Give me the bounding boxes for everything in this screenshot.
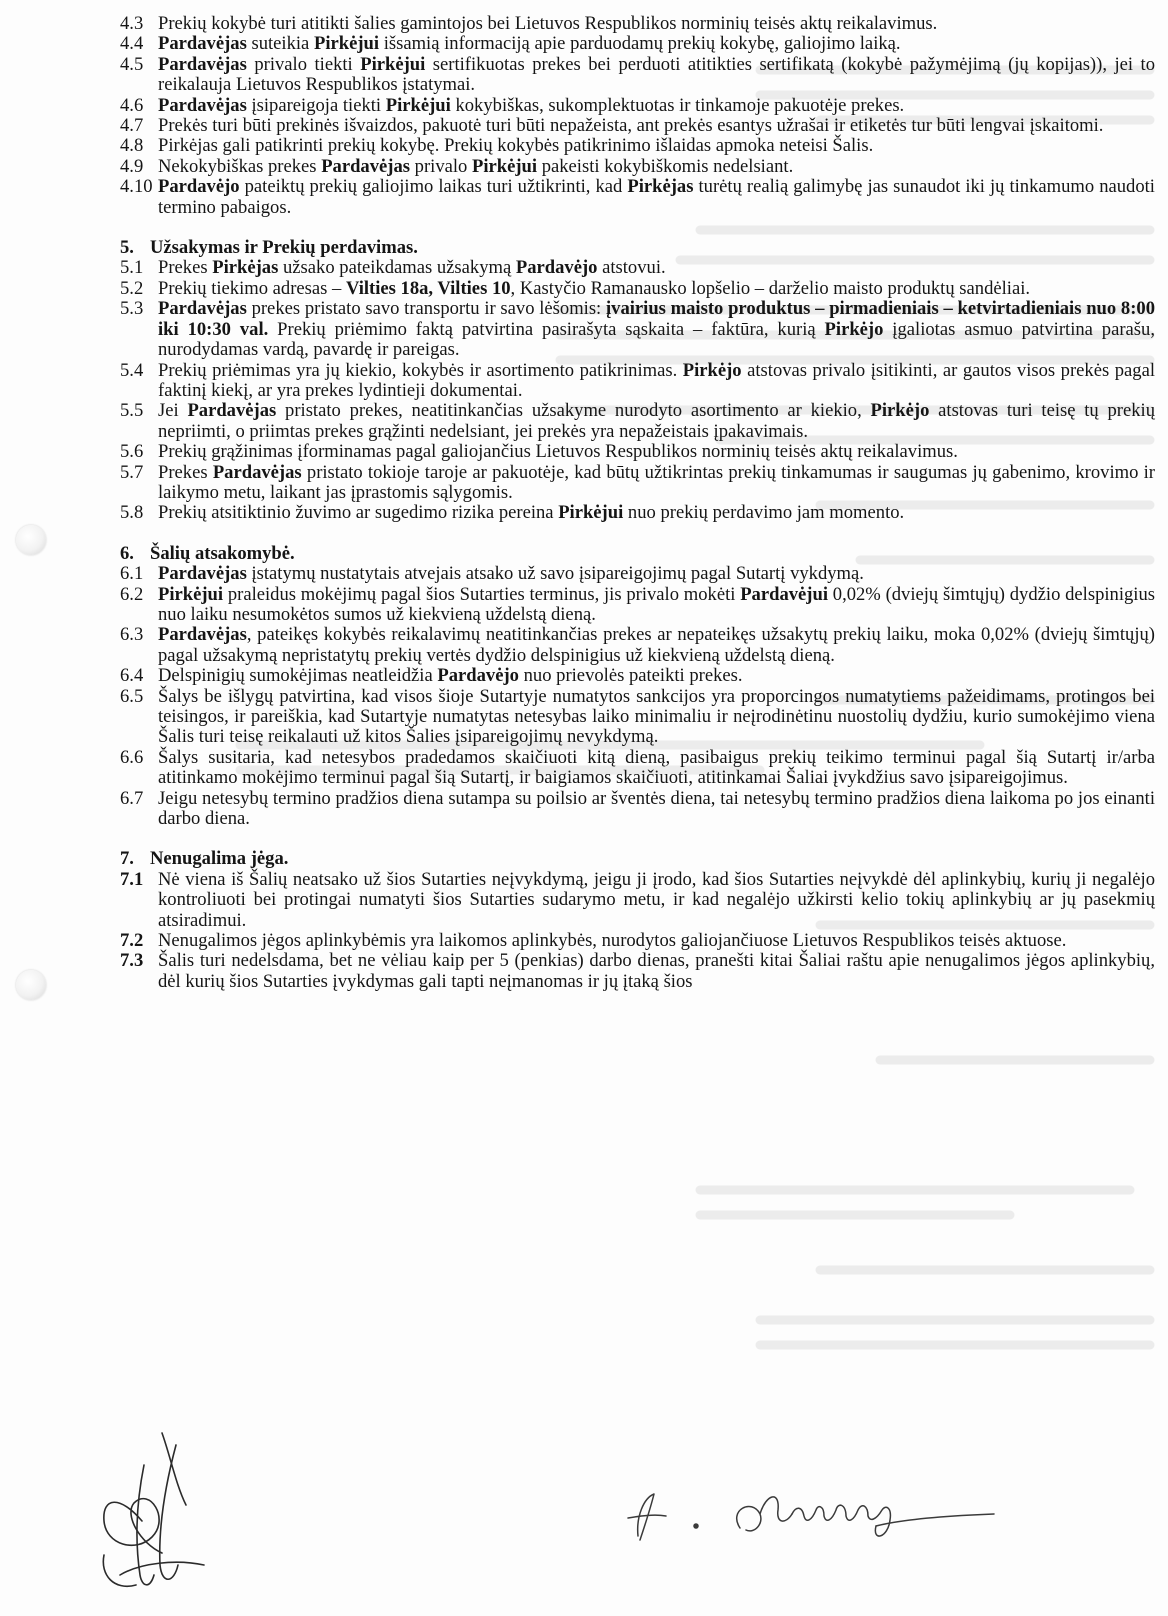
clause-text: Pardavėjas suteikia Pirkėjui išsamią informaciją apie parduodamų prekių kokybę, galiojimo laiką. [158, 33, 901, 55]
section-number: 5. [120, 237, 134, 259]
section-title: Nenugalima jėga. [150, 848, 289, 870]
clause-text: Pardavėjo pateiktų prekių galiojimo laikas turi užtikrinti, kad Pirkėjas turėtų realią galimybę jas sunaudot iki jų tinkamumo naudoti termino pabaigos. [158, 176, 1155, 218]
clause-number: 4.5 [120, 53, 144, 75]
clause-number: 4.4 [120, 33, 144, 55]
clause-text: Nenugalimos jėgos aplinkybėmis yra laikomos aplinkybės, nurodytos galiojančiuose Lietuvos Respublikos teisės aktuose. [158, 930, 1067, 952]
punch-hole-top [16, 525, 46, 555]
clause-text: Delspinigių sumokėjimas neatleidžia Pardavėjo nuo prievolės pateikti prekes. [158, 665, 743, 687]
section-number: 6. [120, 542, 134, 564]
clause-text: Prekių priėmimas yra jų kiekio, kokybės ir asortimento patikrinimas. Pirkėjo atstovas privalo įsitikinti, ar gautos visos prekės pagal faktinį kiekį, ar yra prekes lydintieji dokumentai. [158, 359, 1155, 401]
clause-4-7 [120, 116, 1155, 136]
clause-number: 4.3 [120, 13, 144, 34]
clause-number: 6.5 [120, 685, 144, 707]
document-body [120, 14, 1155, 992]
section-title: Užsakymas ir Prekių perdavimas. [150, 237, 418, 259]
clause-text: Prekės turi būti prekinės išvaizdos, pakuotė turi būti nepažeista, ant prekės esantys užrašai ir etiketės tur būti lengvai įskaitomi. [158, 115, 1104, 137]
section-4-list [120, 14, 1155, 218]
clause-6-7 [120, 789, 1155, 830]
clause-4-9 [120, 157, 1155, 177]
clause-number: 5.6 [120, 441, 144, 463]
punch-hole-bottom [16, 970, 46, 1000]
clause-text: Pirkėjui praleidus mokėjimų pagal šios Sutarties terminus, jis privalo mokėti Pardavėjui 0,02% (dviejų šimtųjų) dydžio delspinigius nuo laiku nesumokėtos sumos už kiekvieną uždelstą dieną. [158, 583, 1156, 625]
clause-text: Prekes Pirkėjas užsako pateikdamas užsakymą Pardavėjo atstovui. [158, 257, 666, 279]
clause-number: 6.4 [120, 665, 144, 687]
clause-5-7 [120, 463, 1155, 504]
section-6-list [120, 564, 1155, 829]
signature-right [610, 1480, 1000, 1560]
clause-6-3 [120, 625, 1155, 666]
clause-6-1 [120, 564, 1155, 584]
clause-text: Nė viena iš Šalių neatsako už šios Sutarties neįvykdymą, jeigu ji įrodo, kad šios Sutarties neįvykdė dėl aplinkybių, kurių ji negalėjo kontroliuoti bei protingai numatyti šios Sutarties sudarymo metu, ir kad negalėjo užkirsti kelio tokių aplinkybių ar jų pasekmių atsiradimui. [158, 868, 1155, 931]
clause-text: Prekes Pardavėjas pristato tokioje taroje ar pakuotėje, kad būtų užtikrintas prekių tinkamumas ir saugumas jų gabenimo, krovimo ir laikymo metu, laikant jas įprastomis sąlygomis. [158, 461, 1155, 503]
clause-7-3 [120, 951, 1155, 992]
clause-5-8 [120, 503, 1155, 523]
clause-number: 4.8 [120, 135, 144, 157]
clause-text: Pardavėjas įstatymų nustatytais atvejais atsako už savo įsipareigojimų pagal Sutartį vykdymą. [158, 563, 864, 585]
clause-4-6 [120, 96, 1155, 116]
clause-5-6 [120, 442, 1155, 462]
clause-number: 7.2 [120, 930, 144, 952]
clause-4-8 [120, 136, 1155, 156]
clause-number: 4.10 [120, 176, 153, 198]
section-5-list [120, 258, 1155, 523]
clause-number: 5.3 [120, 298, 144, 320]
clause-number: 4.7 [120, 115, 144, 137]
clause-number: 7.1 [120, 868, 144, 890]
clause-number: 6.6 [120, 746, 144, 768]
clause-number: 7.3 [120, 950, 144, 972]
clause-7-1 [120, 870, 1155, 931]
clause-4-3 [120, 14, 1155, 34]
clause-5-4 [120, 361, 1155, 402]
clause-6-6 [120, 748, 1155, 789]
section-7-heading [120, 849, 1155, 869]
clause-text: Pardavėjas prekes pristato savo transportu ir savo lėšomis: įvairius maisto produktus – pirmadieniais – ketvirtadieniais nuo 8:00 iki 10:30 val. Prekių priėmimo faktą patvirtina pasirašyta sąskaita – faktūra, kurią Pirkėjo įgaliotas asmuo patvirtina parašu, nurodydamas vardą, pavardę ir pareigas. [158, 298, 1155, 361]
clause-text: Nekokybiškas prekes Pardavėjas privalo Pirkėjui pakeisti kokybiškomis nedelsiant. [158, 155, 794, 177]
clause-number: 5.1 [120, 257, 144, 279]
clause-6-5 [120, 687, 1155, 748]
clause-text: Prekių atsitiktinio žuvimo ar sugedimo rizika pereina Pirkėjui nuo prekių perdavimo jam momento. [158, 502, 905, 524]
clause-number: 5.8 [120, 502, 144, 524]
clause-5-1 [120, 258, 1155, 278]
section-number: 7. [120, 848, 134, 870]
clause-number: 5.4 [120, 359, 144, 381]
clause-5-2 [120, 279, 1155, 299]
clause-number: 5.2 [120, 277, 144, 299]
clause-4-5 [120, 55, 1155, 96]
clause-text: Pardavėjas įsipareigoja tiekti Pirkėjui kokybiškas, sukomplektuotas ir tinkamoje pakuotėje prekes. [158, 94, 905, 116]
clause-text: Pardavėjas privalo tiekti Pirkėjui sertifikuotas prekes bei perduoti atitikties sertifikatą (kokybė pažymėjimą (jų kopijas)), jei to reikalauja Lietuvos Respublikos įstatymai. [158, 53, 1156, 96]
clause-text: Jeigu netesybų termino pradžios diena sutampa su poilsio ar šventės diena, tai netesybų termino pradžios diena laikoma po jos einanti darbo diena. [158, 787, 1155, 830]
clause-number: 6.2 [120, 583, 144, 605]
clause-number: 4.6 [120, 94, 144, 116]
clause-6-4 [120, 666, 1155, 686]
clause-number: 4.9 [120, 155, 144, 177]
clause-text: Šalys susitaria, kad netesybos pradedamos skaičiuoti kitą dieną, pasibaigus prekių teikimo terminui pagal šią Sutartį ir/arba atitinkamo mokėjimo terminui pagal šią Sutartį, ir baigiamos skaičiuoti, atitinkamai Šaliai įvykdžius savo įsipareigojimus. [158, 746, 1155, 789]
clause-number: 6.3 [120, 624, 144, 646]
clause-4-4 [120, 34, 1155, 54]
clause-number: 6.7 [120, 787, 144, 809]
clause-text: Prekių grąžinimas įforminamas pagal galiojančius Lietuvos Respublikos norminių teisės aktų reikalavimus. [158, 441, 958, 463]
clause-4-10 [120, 177, 1155, 218]
clause-text: Pirkėjas gali patikrinti prekių kokybę. Prekių kokybės patikrinimo išlaidas apmoka neteisi Šalis. [158, 135, 874, 157]
clause-text: Prekių tiekimo adresas – Vilties 18a, Vilties 10, Kastyčio Ramanausko lopšelio – darželio maisto produktų sandėliai. [158, 277, 1031, 299]
clause-text: Šalis turi nedelsdama, bet ne vėliau kaip per 5 (penkias) darbo dienas, pranešti kitai Šaliai raštu apie nenugalimos jėgos aplinkybių, dėl kurių šios Sutarties įvykdymas gali tapti neįmanomas ir jų įtaką šios [158, 950, 1155, 992]
clause-number: 5.5 [120, 400, 144, 422]
clause-text: Pardavėjas, pateikęs kokybės reikalavimų neatitinkančias prekes ar nepateikęs užsakytų prekių laiku, moka 0,02% (dviejų šimtųjų) pagal užsakymą nepristatytų prekių vertės dydžio delspinigius už kiekvieną uždelstą dieną. [158, 624, 1155, 666]
section-5-heading [120, 238, 1155, 258]
clause-7-2 [120, 931, 1155, 951]
section-6-heading [120, 544, 1155, 564]
signature-left [80, 1425, 220, 1600]
section-title: Šalių atsakomybė. [150, 542, 295, 564]
clause-6-2 [120, 585, 1155, 626]
clause-text: Jei Pardavėjas pristato prekes, neatitinkančias užsakyme nurodyto asortimento ar kiekio, Pirkėjo atstovas turi teisę tų prekių nepriimti, o priimtas prekes grąžinti nedelsiant, jei prekės yra nepažeistais įpakavimais. [158, 400, 1155, 442]
clause-5-5 [120, 401, 1155, 442]
clause-number: 6.1 [120, 563, 144, 585]
clause-text: Šalys be išlygų patvirtina, kad visos šioje Sutartyje numatytos sankcijos yra proporcingos numatytiems pažeidimams, protingos bei teisingos, ir pareiškia, kad Sutartyje numatytas netesybas laiko minimaliu ir neįrodinėtinu nuostolių dydžiu, kurio sumokėjimo viena Šalis turi teisę reikalauti už kitos Šalies įsipareigojimų nevykdymą. [158, 685, 1155, 748]
section-7-list [120, 870, 1155, 992]
clause-5-3 [120, 299, 1155, 360]
clause-text: Prekių kokybė turi atitikti šalies gamintojos bei Lietuvos Respublikos norminių teisės aktų reikalavimus. [158, 13, 938, 34]
clause-number: 5.7 [120, 461, 144, 483]
